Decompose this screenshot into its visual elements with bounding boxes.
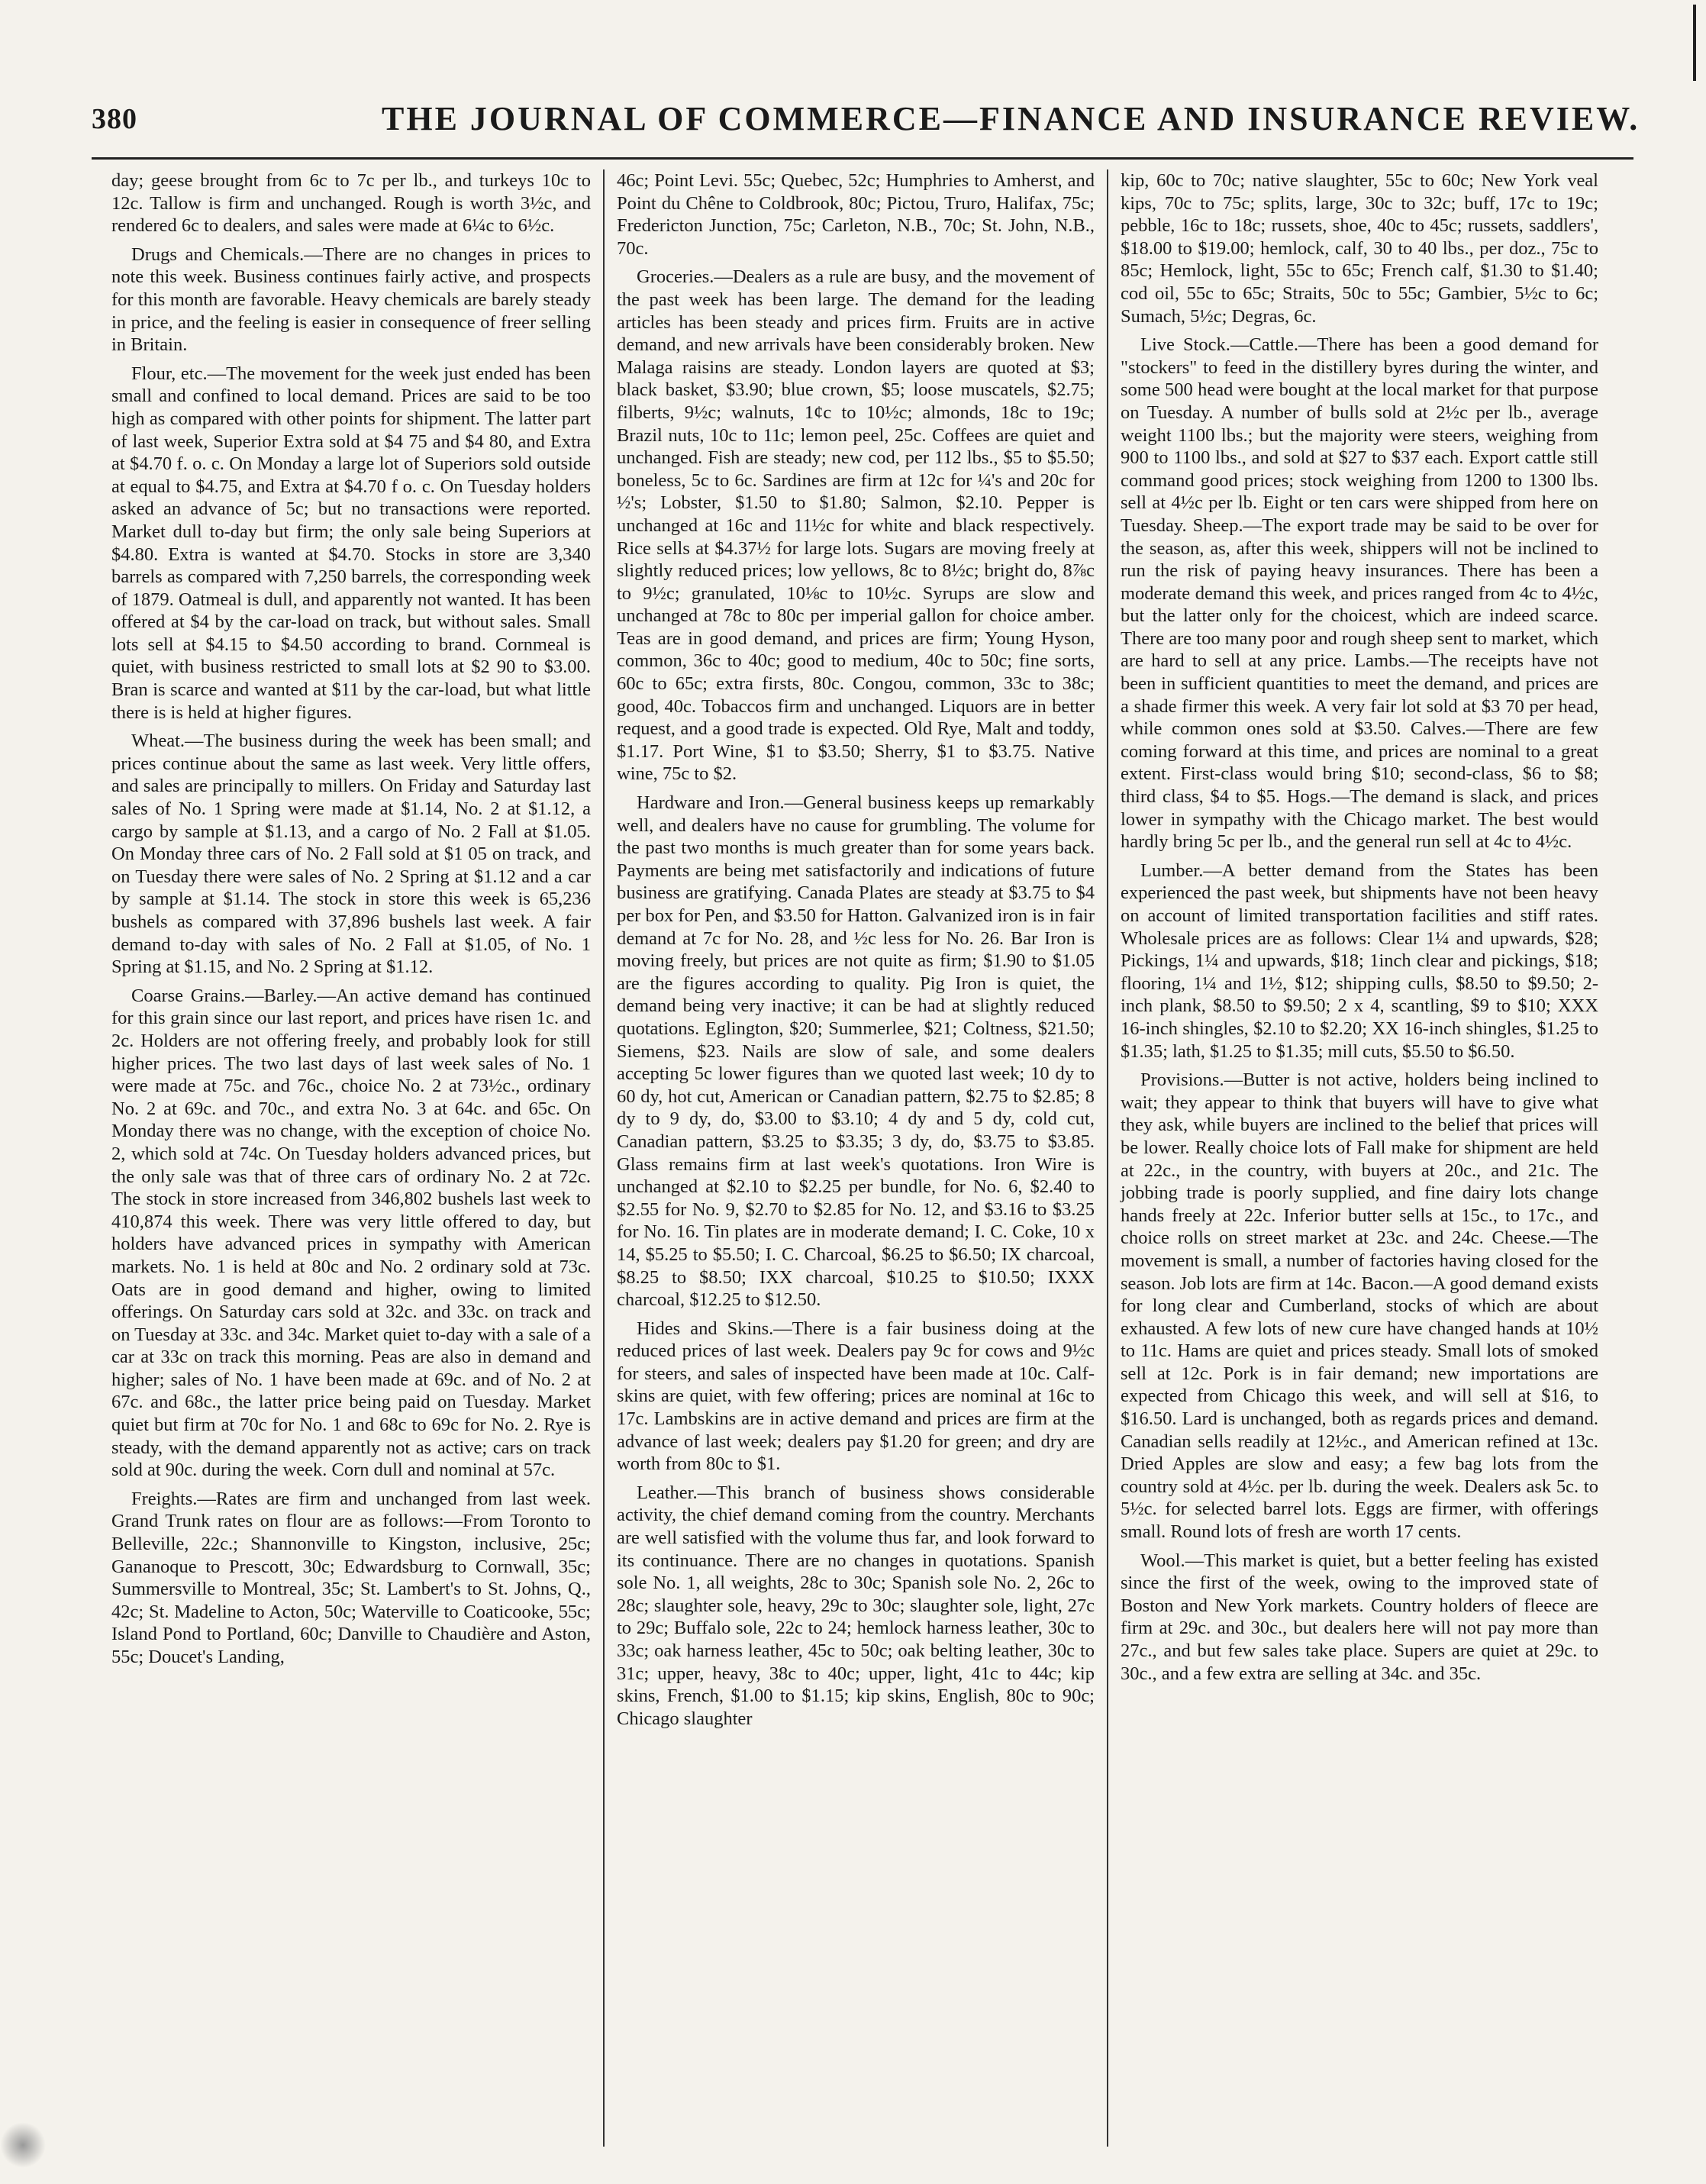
paragraph-freights: Freights.—Rates are firm and unchanged from last week. Grand Trunk rates on flour are as follows:—From Toronto to Belleville, 22c.; Shannonville to Kingston, inclusive, 25c; Gananoque to Prescott, 30c; Edwardsburg to Cornwall, 35c; Summersville to Montreal, 35c; St. Lambert's to St. Johns, Q., 42c; St. Madeline to Acton, 50c; Waterville to Coaticooke, 55c; Island Pond to Portland, 60c; Danville to Chaudière and Aston, 55c; Doucet's Landing, xyxy=(111,1488,591,1667)
paragraph-wool: Wool.—This market is quiet, but a better feeling has existed since the first of the week, owing to the improved state of Boston and New York markets. Country holders of fleece are firm at 29c. and 30c., but dealers here will not pay more than 27c., and but few sales take place. Supers are quiet at 29c. to 30c., and a few extra are selling at 34c. and 35c. xyxy=(1121,1550,1598,1684)
paragraph-leather-cont: kip, 60c to 70c; native slaughter, 55c to 60c; New York veal kips, 70c to 75c; splits, large, 30c to 32c; buff, 17c to 19c; pebble, 16c to 18c; russets, shoe, 40c to 45c; russets, saddlers', $18.00 to $19.00; hemlock, calf, 30 to 40 lbs., per doz., 75c to 85c; Hemlock, light, 55c to 65c; French calf, $1.30 to $1.40; cod oil, 55c to 65c; Straits, 50c to 55c; Gambier, 5½c to 6c; Sumach, 5½c; Degras, 6c. xyxy=(1121,170,1598,327)
paragraph-hides-skins: Hides and Skins.—There is a fair business doing at the reduced prices of last week. Dealers pay 9c for cows and 9½c for steers, and sales of inspected have been made at 10c. Calf-skins are quiet, with few offering; prices are nominal at 16c to 17c. Lambskins are in active demand and prices are firm at the advance of last week; dealers pay $1.20 for green; and dry are worth from 80c to $1. xyxy=(617,1318,1095,1475)
paragraph-provisions: Provisions.—Butter is not active, holders being inclined to wait; they appear to think that buyers will have to give what they ask, while buyers are inclined to the belief that prices will be lower. Really choice lots of Fall make for shipment are held at 22c., in the country, with buyers at 20c., and 21c. The jobbing trade is poorly supplied, and fine dairy lots change hands freely at 22c. Inferior butter sells at 15c., to 17c., and choice rolls on street market at 23c. and 24c. Cheese.—The movement is small, a number of factories having closed for the season. Job lots are firm at 14c. Bacon.—A good demand exists for long clear and Cumberland, stocks of which are about exhausted. A few lots of new cure have changed hands at 10½ to 11c. Hams are quiet and prices steady. Small lots of smoked sell at 12c. Pork is in fair demand; new importations are expected from Chicago this week, and will sell at $16, to $16.50. Lard is unchanged, both as regards prices and demand. Canadian sells readily at 12½c., and American refined at 13c. Dried Apples are slow and easy; a few bag lots from the country sold at 4½c. per lb. during the week. Dealers ask 5c. to 5½c. for selected barrel lots. Eggs are firmer, with offerings small. Round lots of fresh are worth 17 cents. xyxy=(1121,1069,1598,1543)
page-header xyxy=(92,98,1640,144)
paragraph-drugs-chemicals: Drugs and Chemicals.—There are no changes in prices to note this week. Business continues fairly active, and prospects for this month are favorable. Heavy chemicals are barely steady in price, and the feeling is easier in consequence of freer selling in Britain. xyxy=(111,244,591,356)
paragraph-coarse-grains: Coarse Grains.—Barley.—An active demand has continued for this grain since our last report, and prices have risen 1c. and 2c. Holders are not offering freely, and probably look for still higher prices. The two last days of last week sales of No. 1 were made at 75c. and 76c., choice No. 2 at 73½c., ordinary No. 2 at 69c. and 70c., and extra No. 3 at 64c. and 65c. On Monday there was no change, with the exception of choice No. 2, which sold at 74c. On Tuesday holders advanced prices, but the only sale was that of three cars of ordinary No. 2 at 72c. The stock in store increased from 346,802 bushels last week to 410,874 this week. There was very little offered to day, but holders have advanced prices in sympathy with American markets. No. 1 is held at 80c and No. 2 ordinary sold at 73c. Oats are in good demand and higher, owing to limited offerings. On Saturday cars sold at 32c. and 33c. on track and on Tuesday at 33c. and 34c. Market quiet to-day with a sale of a car at 33c on track this morning. Peas are also in demand and higher; sales of No. 1 have been made at 69c. and of No. 2 at 67c. and 68c., the latter price being paid on Tuesday. Market quiet but firm at 70c for No. 1 and 68c to 69c for No. 2. Rye is steady, with the demand apparently not as active; cars on track sold at 90c. during the week. Corn dull and nominal at 57c. xyxy=(111,985,592,1481)
paragraph-groceries: Groceries.—Dealers as a rule are busy, and the movement of the past week has been large. The demand for the leading articles has been steady and prices firm. Fruits are in active demand, and new arrivals have been considerably broken. New Malaga raisins are steady. London layers are quoted at $3; black basket, $3.90; blue crown, $5; loose muscatels, $2.75; filberts, 9½c; walnuts, 1¢c to 10½c; almonds, 18c to 19c; Brazil nuts, 10c to 11c; lemon peel, 25c. Coffees are quiet and unchanged. Fish are steady; new cod, per 112 lbs., $5 to $5.50; boneless, 5c to 6c. Sardines are firm at 12c for ¼'s and 20c for ½'s; Lobster, $1.50 to $1.80; Salmon, $2.10. Pepper is unchanged at 16c and 11½c for white and black respectively. Rice sells at $4.37½ for large lots. Sugars are moving freely at slightly reduced prices; low yellows, 8c to 8½c; bright do, 8⅞c to 9½c; granulated, 10⅛c to 10½c. Syrups are slow and unchanged at 78c to 80c per imperial gallon for choice amber. Teas are in good demand, and prices are firm; Young Hyson, common, 36c to 40c; good to medium, 40c to 50c; fine sorts, 60c to 65c; extra firsts, 80c. Congou, common, 33c to 38c; good, 40c. Tobaccos firm and unchanged. Liquors are in better request, and a good trade is expected. Old Rye, Malt and toddy, $1.17. Port Wine, $1 to $3.50; Sherry, $1 to $3.75. Native wine, 75c to $2. xyxy=(617,266,1095,785)
page-number: 380 xyxy=(92,103,137,135)
paragraph-wheat: Wheat.—The business during the week has been small; and prices continue about the same as last week. Very little offers, and sales are principally to millers. On Friday and Saturday last sales of No. 1 Spring were made at $1.14, No. 2 at $1.12, a cargo by sample at $1.13, and a cargo of No. 2 Fall at $1.05. On Monday three cars of No. 2 Fall sold at $1 05 on track, and on Tuesday there were sales of No. 2 Spring at $1.12 and a car by sample at $1.14. The stock in store this week is 65,236 bushels as compared with 37,896 bushels last week. A fair demand to-day with sales of No. 2 Fall at $1.05, of No. 1 Spring at $1.15, and No. 2 Spring at $1.12. xyxy=(111,731,591,978)
scan-smudge xyxy=(0,2122,46,2168)
paragraph-hardware-iron: Hardware and Iron.—General business keeps up remarkably well, and dealers have no cause for grumbling. The volume for the past two months is much greater than for some years back. Payments are being met satisfactorily and indications of future business are gratifying. Canada Plates are steady at $3.75 to $4 per box for Pen, and $3.50 for Hatton. Galvanized iron is in fair demand at 7c for No. 28, and ½c less for No. 26. Bar Iron is moving freely, but prices are not quite as firm; $1.90 to $1.05 are the figures according to quality. Pig Iron is quiet, the demand being very inactive; it can be had at slightly reduced quotations. Eglington, $20; Summerlee, $21; Coltness, $21.50; Siemens, $23. Nails are slow of sale, and some dealers accepting 5c lower figures than we quoted last week; 10 dy to 60 dy, hot cut, American or Canadian pattern, $2.75 to $2.85; 8 dy to 9 dy, do, $3.00 to $3.10; 4 dy and 5 dy, cold cut, Canadian pattern, $3.25 to $3.35; 3 dy, do, $3.75 to $3.85. Glass remains firm at last week's quotations. Iron Wire is unchanged at $2.10 to $2.25 per bundle, for No. 6, $2.40 to $2.55 for No. 9, $2.70 to $2.85 for No. 12, and $3.16 to $3.25 for No. 16. Tin plates are in moderate demand; I. C. Coke, 10 x 14, $5.25 to $5.50; I. C. Charcoal, $6.25 to $6.50; IX charcoal, $8.25 to $8.50; IXX charcoal, $10.25 to $10.50; IXXX charcoal, $12.25 to $12.50. xyxy=(617,792,1095,1311)
paragraph-leather: Leather.—This branch of business shows considerable activity, the chief demand coming from the country. Merchants are well satisfied with the volume thus far, and look forward to its continuance. There are no changes in quotations. Spanish sole No. 1, all weights, 28c to 30c; Spanish sole No. 2, 26c to 28c; slaughter sole, heavy, 29c to 30c; slaughter sole, light, 27c to 29c; Buffalo sole, 22c to 24; hemlock harness leather, 30c to 33c; oak harness leather, 45c to 50c; oak belting leather, 30c to 31c; upper, heavy, 38c to 40c; upper, light, 41c to 44c; kip skins, French, $1.00 to $1.15; kip skins, English, 80c to 90c; Chicago slaughter xyxy=(617,1482,1095,1729)
journal-title: THE JOURNAL OF COMMERCE—FINANCE AND INSURANCE REVIEW. xyxy=(382,100,1640,137)
paragraph-tallow: day; geese brought from 6c to 7c per lb., and turkeys 10c to 12c. Tallow is firm and unchanged. Rough is worth 3½c, and rendered 6c to dealers, and sales were made at 6¼c to 6½c. xyxy=(111,170,591,237)
column-1 xyxy=(99,169,603,2147)
paragraph-lumber: Lumber.—A better demand from the States has been experienced the past week, but shipments have not been heavy on account of limited transportation facilities and stiff rates. Wholesale prices are as follows: Clear 1¼ and upwards, $28; Pickings, 1¼ and upwards, $18; 1inch clear and pickings, $18; flooring, 1¼ and 1½, $12; shipping culls, $8.50 to $9.50; 2-inch plank, $8.50 to $9.50; 2 x 4, scantling, $9 to $10; XXX 16-inch shingles, $2.10 to $2.20; XX 16-inch shingles, $1.25 to $1.35; lath, $1.25 to $1.35; mill cuts, $5.50 to $6.50. xyxy=(1121,860,1598,1062)
column-2 xyxy=(603,169,1107,2147)
edge-mark xyxy=(1693,5,1696,81)
article-columns xyxy=(99,169,1633,2147)
paragraph-flour: Flour, etc.—The movement for the week just ended has been small and confined to local demand. Prices are said to be too high as compared with other points for shipment. The latter part of last week, Superior Extra sold at $4 75 and $4 80, and Extra at $4.70 f. o. c. On Monday a large lot of Superiors sold outside at equal to $4.75, and Extra at $4.70 f o. c. On Tuesday holders asked an advance of 5c; but no transactions were reported. Market dull to-day but firm; the only sale being Superiors at $4.80. Extra is wanted at $4.70. Stocks in store are 3,340 barrels as compared with 7,250 barrels, the corresponding week of 1879. Oatmeal is dull, and apparently not wanted. It has been offered at $4 by the car-load on track, but without sales. Small lots sell at $4.15 to $4.50 according to brand. Cornmeal is quiet, with business restricted to small lots at $2 90 to $3.00. Bran is scarce and wanted at $11 by the car-load, but what little there is is held at higher figures. xyxy=(111,363,591,723)
paragraph-freight-rates-cont: 46c; Point Levi. 55c; Quebec, 52c; Humphries to Amherst, and Point du Chêne to Coldbrook, 80c; Pictou, Truro, Halifax, 75c; Fredericton Junction, 75c; Carleton, N.B., 70c; St. John, N.B., 70c. xyxy=(617,170,1095,259)
header-rule xyxy=(92,157,1633,160)
paragraph-live-stock: Live Stock.—Cattle.—There has been a good demand for "stockers" to feed in the distillery byres during the winter, and some 500 head were bought at the local market for that purpose on Tuesday. A number of bulls sold at 2½c per lb., average weight 1100 lbs.; but the majority were steers, weighing from 900 to 1100 lbs., and sold at $27 to $37 each. Export cattle still command good prices; stock weighing from 1200 to 1300 lbs. sell at 4½c per lb. Eight or ten cars were shipped from here on Tuesday. Sheep.—The export trade may be said to be over for the season, as, after this week, shippers will not be inclined to run the risk of paying heavy insurances. There has been a moderate demand this week, and prices ranged from 4c to 4½c, but the latter only for the choicest, which are indeed scarce. There are too many poor and rough sheep sent to market, which are hard to sell at any price. Lambs.—The receipts have not been in sufficient quantities to meet the demand, and prices are a shade firmer this week. A very fair lot sold at $3 70 per head, while common ones sold at $3.50. Calves.—There are few coming forward at this time, and prices are nominal to a great extent. First-class would bring $10; second-class, $6 to $8; third class, $4 to $5. Hogs.—The demand is slack, and prices lower in sympathy with the Chicago market. The best would hardly bring 5c per lb., and the general run sell at 4c to 4½c. xyxy=(1121,334,1598,853)
column-3 xyxy=(1107,169,1611,2147)
